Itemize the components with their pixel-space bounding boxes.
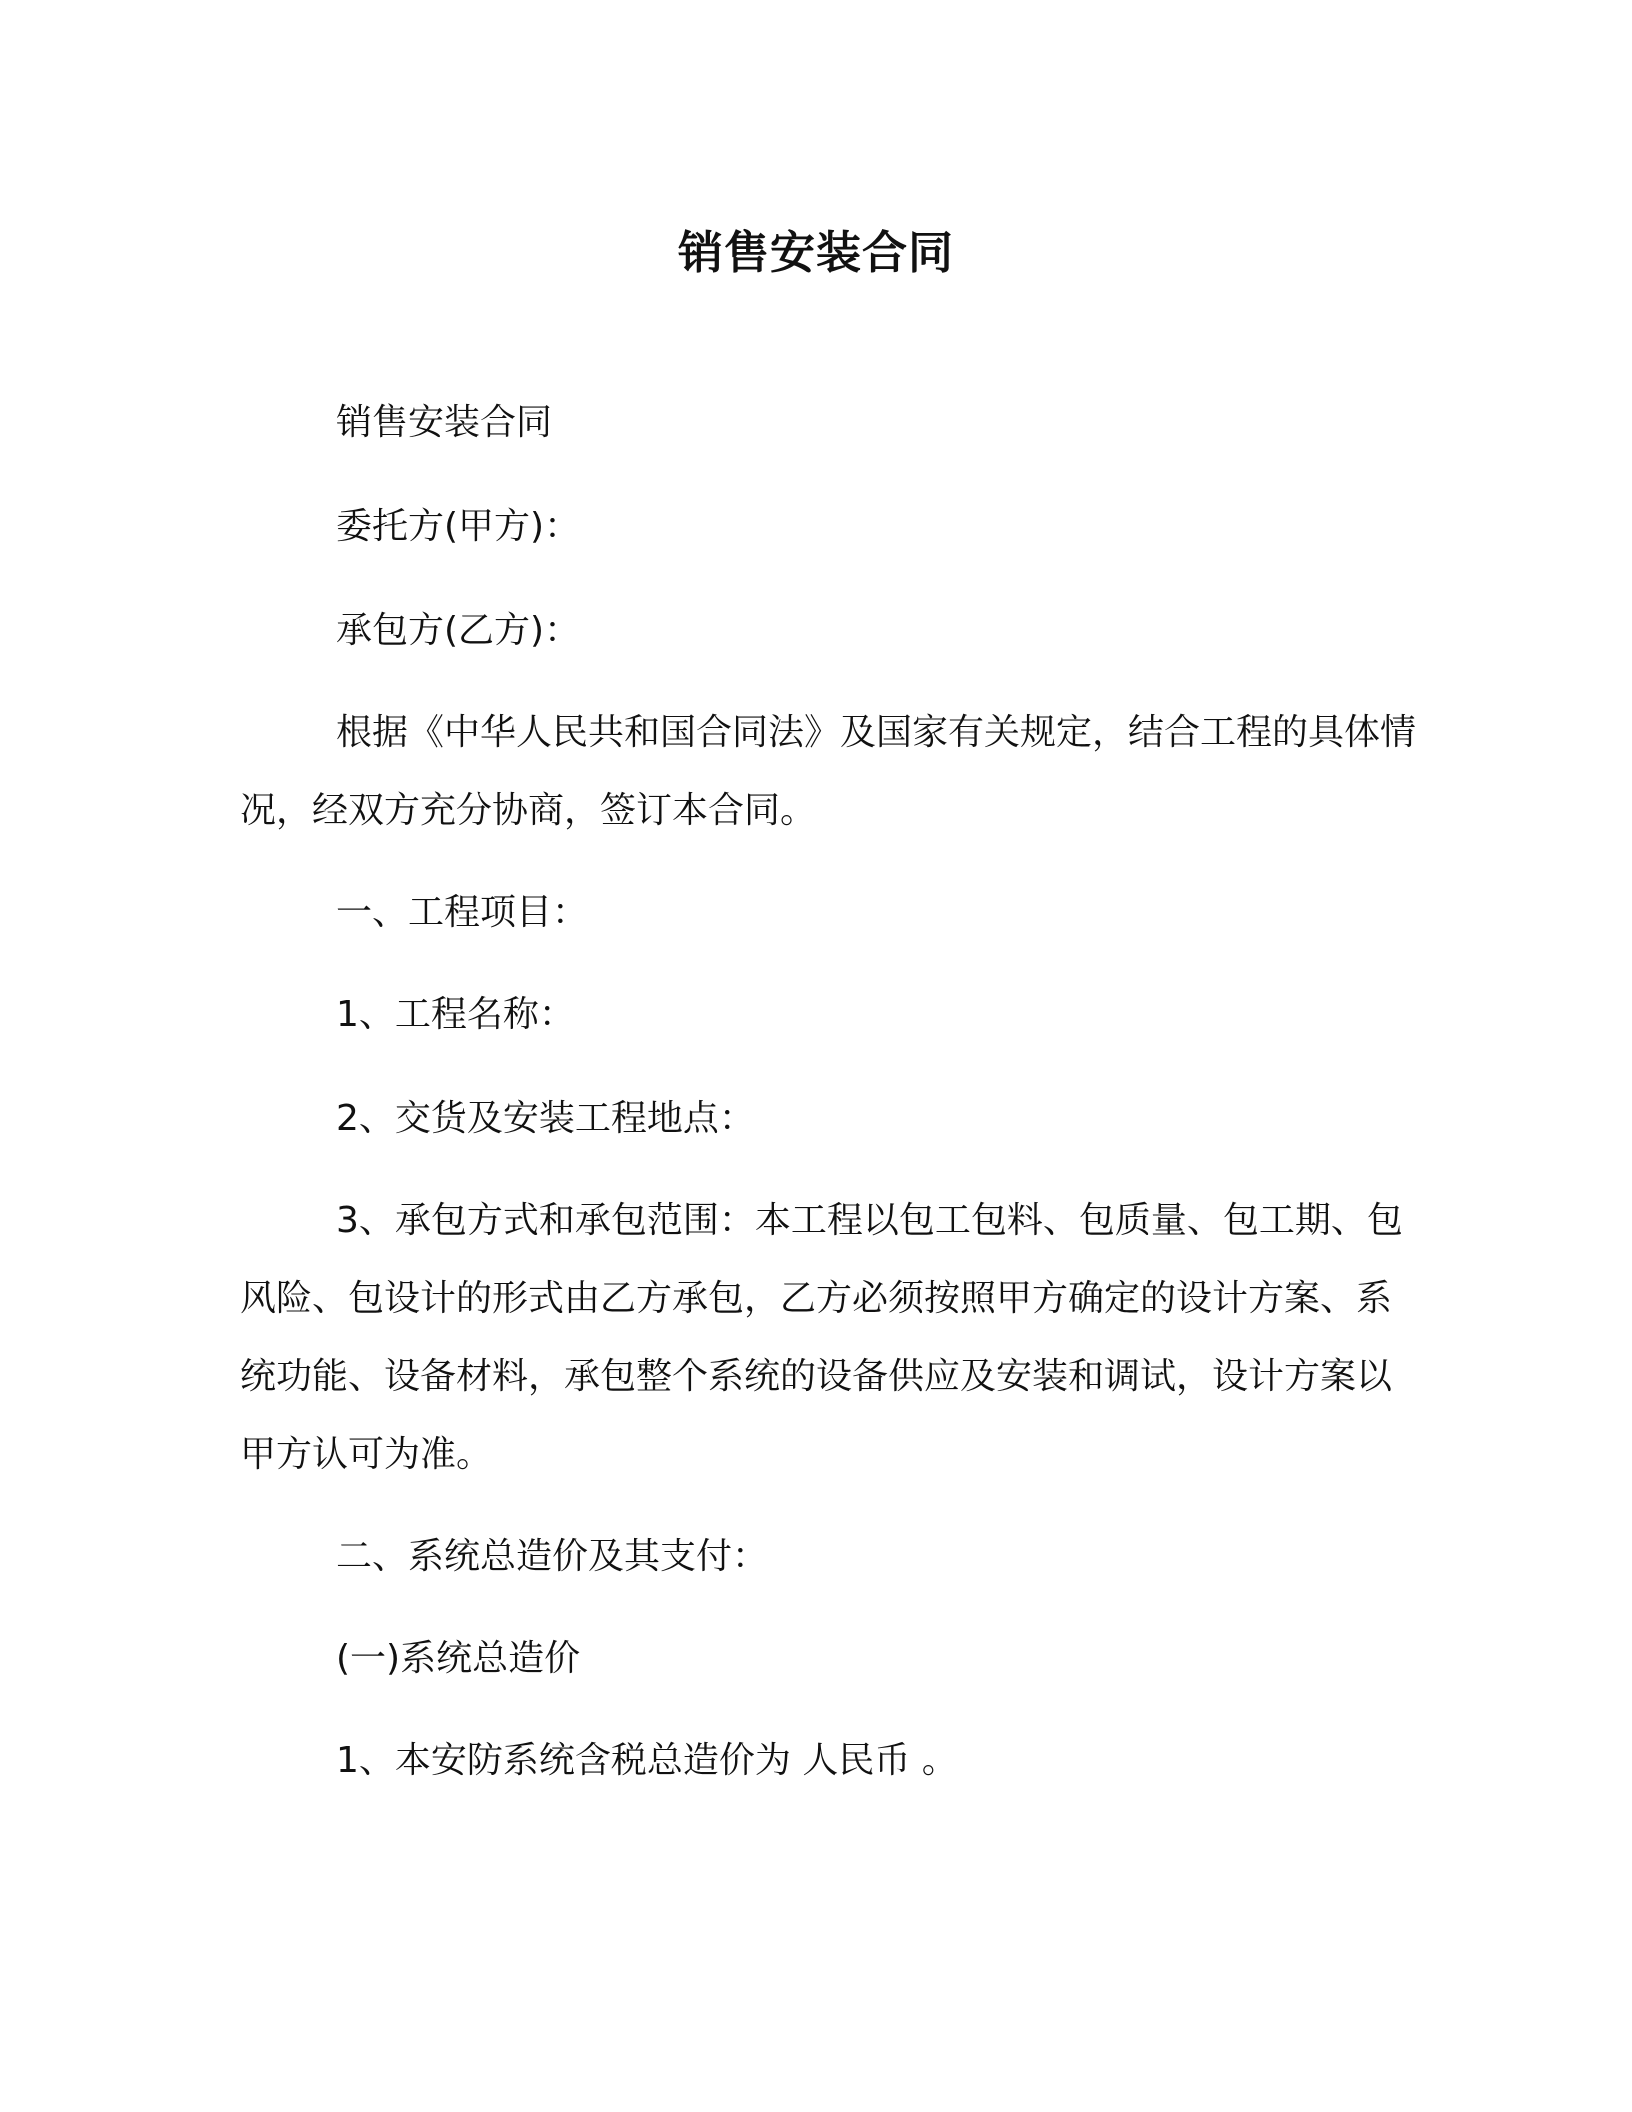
party-b-paragraph: 承包方(乙方)：: [336, 610, 581, 651]
section-two-heading: 二、系统总造价及其支付：: [336, 1536, 769, 1577]
delivery-location-paragraph: 2、交货及安装工程地点：: [336, 1098, 755, 1139]
total-cost-paragraph: 1、本安防系统含税总造价为 人民币 。: [336, 1740, 958, 1781]
section-one-heading: 一、工程项目：: [336, 892, 589, 933]
project-name-paragraph: 1、工程名称：: [336, 994, 575, 1035]
total-cost-heading: (一)系统总造价: [336, 1638, 581, 1679]
subtitle-paragraph: 销售安装合同: [336, 402, 553, 443]
contract-scope-paragraph: 3、承包方式和承包范围：本工程以包工包料、包质量、包工期、包风险、包设计的形式由乙方承包，乙方必须按照甲方确定的设计方案、系统功能、设备材料，承包整个系统的设备供应及安装和调试，设计方案以甲方认可为准。: [240, 1200, 1403, 1475]
preamble-paragraph: 根据《中华人民共和国合同法》及国家有关规定，结合工程的具体情况，经双方充分协商，签订本合同。: [240, 712, 1417, 831]
party-a-paragraph: 委托方(甲方)：: [336, 506, 581, 547]
document-title: 销售安装合同: [677, 226, 954, 279]
